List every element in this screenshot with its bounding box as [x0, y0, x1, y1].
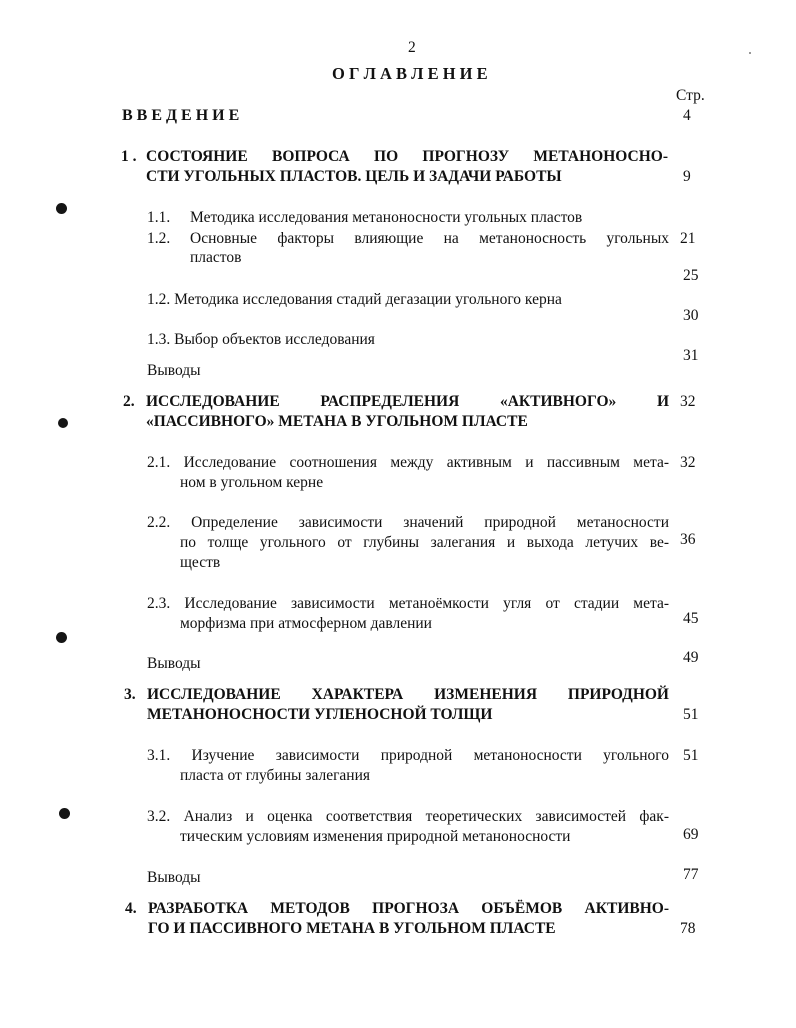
page-section-3-2: 69 [683, 826, 699, 843]
section-3-1-line-2: пласта от глубины залегания [180, 767, 371, 784]
speck [749, 52, 751, 54]
chapter-4-number: 4. [125, 900, 137, 917]
binder-hole-3 [56, 632, 67, 643]
chapter-1-line-1: СОСТОЯНИЕ ВОПРОСА ПО ПРОГНОЗУ МЕТАНОНОСНО- [146, 148, 668, 165]
toc-introduction: В В Е Д Е Н И Е [122, 107, 240, 124]
page-section-1-2: 25 [683, 267, 699, 284]
chapter-4-line-1: РАЗРАБОТКА МЕТОДОВ ПРОГНОЗА ОБЪЁМОВ АКТИВНО- [148, 900, 669, 917]
chapter-3-conclusions: Выводы [147, 869, 201, 886]
page-chapter-2: 32 [680, 393, 696, 410]
binder-hole-1 [56, 203, 67, 214]
chapter-1-number: 1 . [121, 148, 137, 165]
page-section-2-3: 45 [683, 610, 699, 627]
section-1-1-number: 1.1. [147, 209, 171, 226]
chapter-2-line-2: «ПАССИВНОГО» МЕТАНА В УГОЛЬНОМ ПЛАСТЕ [146, 413, 528, 430]
page-section-2-1: 32 [680, 454, 696, 471]
chapter-2-number: 2. [123, 393, 135, 410]
chapter-3-line-2: МЕТАНОНОСНОСТИ УГЛЕНОСНОЙ ТОЛЩИ [147, 706, 493, 723]
section-1-3: 1.3. Выбор объектов исследования [147, 331, 375, 348]
section-1-2-line-2: пластов [190, 249, 242, 266]
page-chapter-4: 78 [680, 920, 696, 937]
chapter-3-line-1: ИССЛЕДОВАНИЕ ХАРАКТЕРА ИЗМЕНЕНИЯ ПРИРОДНОЙ [147, 686, 669, 703]
chapter-3-number: 3. [124, 686, 136, 703]
page-number: 2 [408, 39, 416, 56]
chapter-4-line-2: ГО И ПАССИВНОГО МЕТАНА В УГОЛЬНОМ ПЛАСТЕ [148, 920, 556, 937]
chapter-2-conclusions: Выводы [147, 655, 201, 672]
section-1-2-degassing: 1.2. Методика исследования стадий дегазации угольного керна [147, 291, 562, 308]
page-chapter-3: 51 [683, 706, 699, 723]
page-introduction: 4 [683, 107, 691, 124]
page-section-1-2-degassing: 30 [683, 307, 699, 324]
section-3-1-line-1: 3.1. Изучение зависимости природной метаноносности угольного [147, 747, 669, 764]
section-2-3-line-2: морфизма при атмосферном давлении [180, 615, 432, 632]
chapter-1-conclusions: Выводы [147, 362, 201, 379]
page-section-3-1: 51 [683, 747, 699, 764]
page-section-1-3: 31 [683, 347, 699, 364]
page-column-label: Стр. [676, 87, 705, 104]
section-1-2-number: 1.2. [147, 230, 171, 247]
section-2-2-line-2: по толще угольного от глубины залегания и выхода летучих ве- [180, 534, 669, 551]
chapter-1-line-2: СТИ УГОЛЬНЫХ ПЛАСТОВ. ЦЕЛЬ И ЗАДАЧИ РАБОТЫ [146, 168, 562, 185]
section-1-1: Методика исследования метаноносности угольных пластов [190, 209, 583, 226]
section-2-1-line-1: 2.1. Исследование соотношения между активным и пассивным мета- [147, 454, 669, 471]
section-2-2-line-1: 2.2. Определение зависимости значений природной метаносности [147, 514, 669, 531]
page-chapter-1: 9 [683, 168, 691, 185]
section-3-2-line-2: тическим условиям изменения природной метаноносности [180, 828, 571, 845]
chapter-2-line-1: ИССЛЕДОВАНИЕ РАСПРЕДЕЛЕНИЯ «АКТИВНОГО» И [146, 393, 669, 410]
section-2-1-line-2: ном в угольном керне [180, 474, 324, 491]
page-section-2-2: 36 [680, 531, 696, 548]
page-section-1-1: 21 [680, 230, 696, 247]
page-chapter-2-conclusions: 49 [683, 649, 699, 666]
binder-hole-2 [58, 418, 68, 428]
page-chapter-3-conclusions: 77 [683, 866, 699, 883]
binder-hole-4 [59, 808, 70, 819]
section-1-2-line-1: Основные факторы влияющие на метаноносность угольных [190, 230, 669, 247]
section-3-2-line-1: 3.2. Анализ и оценка соответствия теоретических зависимостей фак- [147, 808, 669, 825]
section-2-3-line-1: 2.3. Исследование зависимости метаноёмкости угля от стадии мета- [147, 595, 669, 612]
section-2-2-line-3: ществ [180, 554, 221, 571]
toc-title: О Г Л А В Л Е Н И Е [332, 64, 488, 83]
